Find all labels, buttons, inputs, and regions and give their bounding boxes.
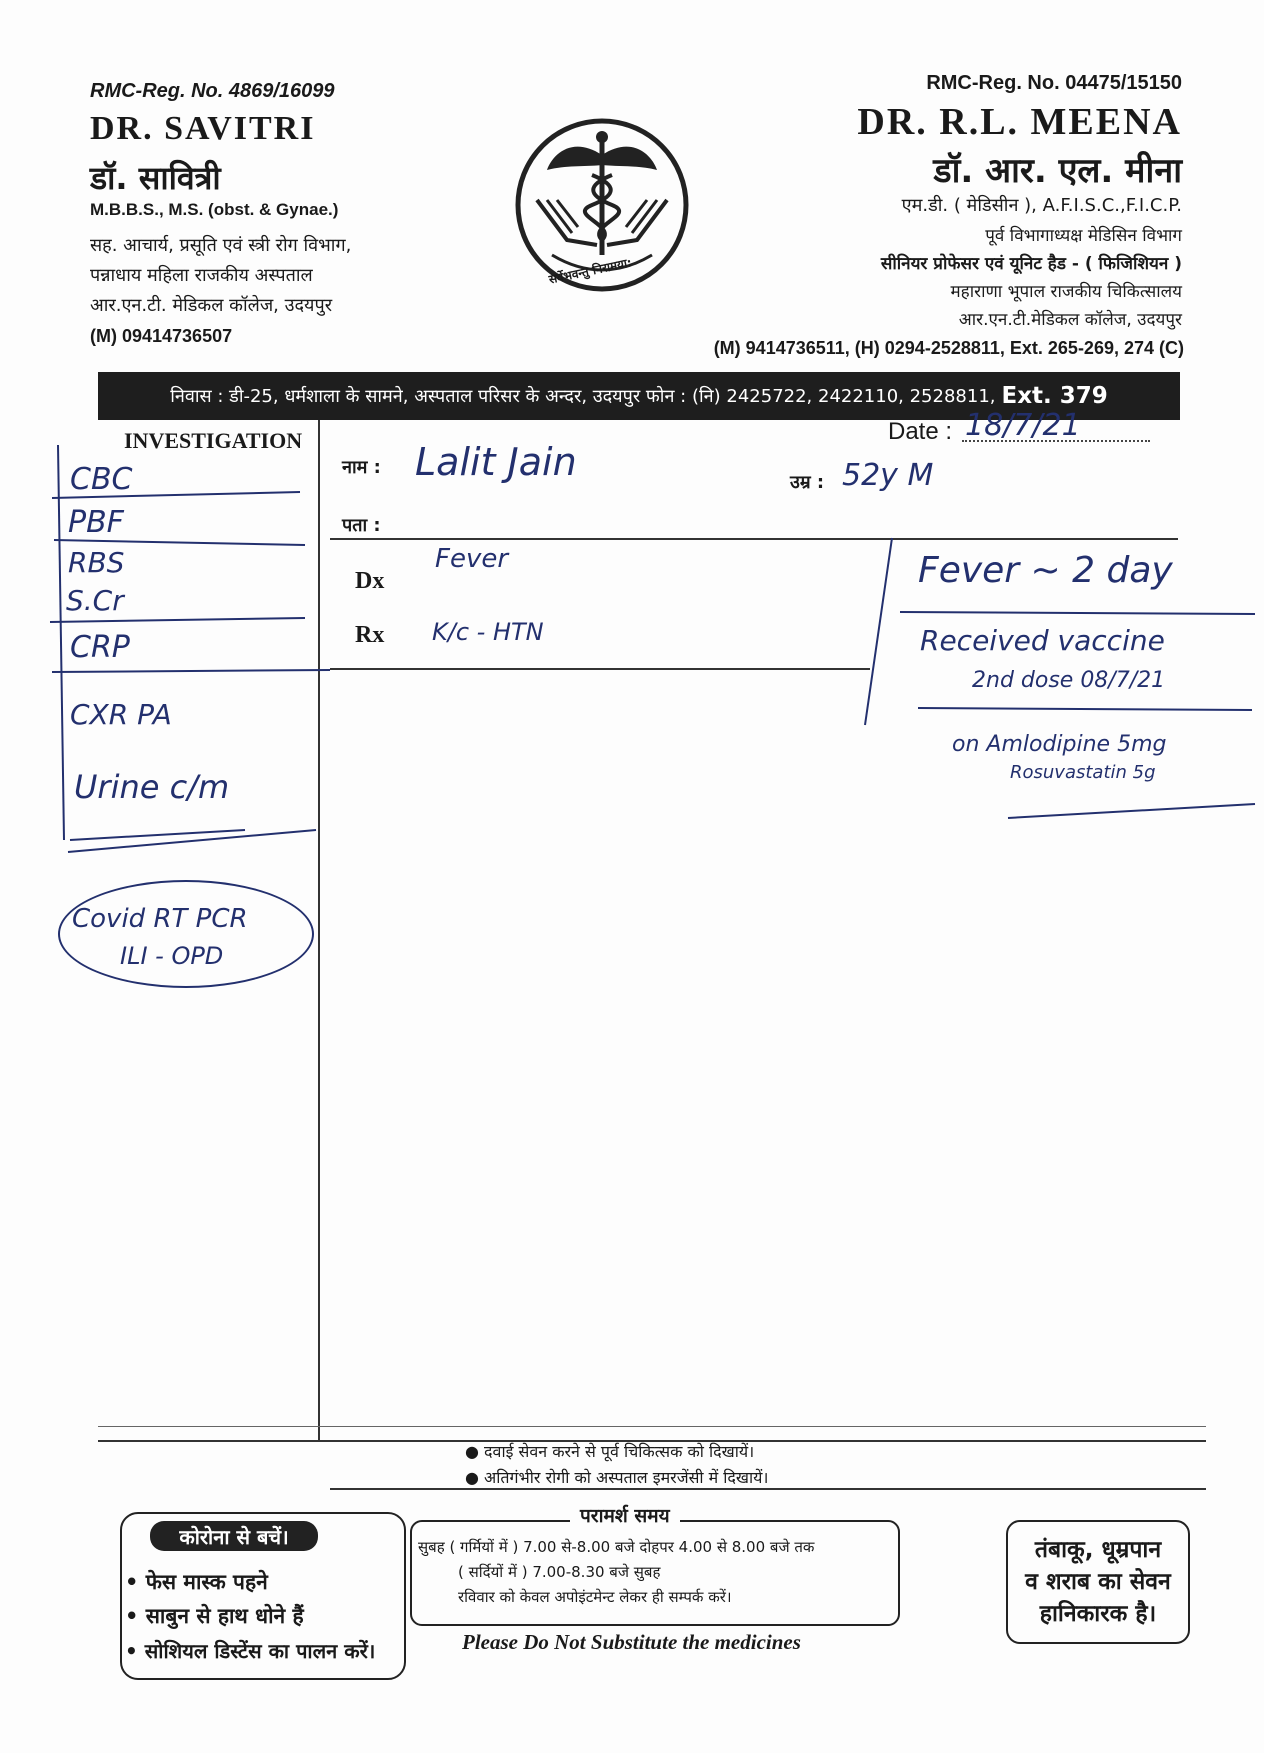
investigation-item: CBC <box>70 462 133 497</box>
right-doctor-reg: RMC-Reg. No. 04475/15150 <box>926 72 1182 94</box>
handwritten-patient-name: Lalit Jain <box>415 440 577 484</box>
right-doctor-degree: एम.डी. ( मेडिसीन ), A.F.I.S.C.,F.I.C.P. <box>901 195 1182 216</box>
left-doctor-college: आर.एन.टी. मेडिकल कॉलेज, उदयपुर <box>90 295 333 316</box>
investigation-rule <box>52 492 300 498</box>
right-doctor-name: DR. R.L. MEENA <box>857 101 1182 143</box>
right-doctor-hospital: महाराणा भूपाल राजकीय चिकित्सालय <box>950 282 1182 302</box>
right-doctor-contact: (M) 9414736511, (H) 0294-2528811, Ext. 265-269, 274 (C) <box>713 338 1184 358</box>
right-doctor-position: पूर्व विभागाध्यक्ष मेडिसिन विभाग <box>985 226 1182 246</box>
footer-note-2: ● अतिगंभीर रोगी को अस्पताल इमरजेंसी में दिखायें। <box>465 1468 769 1487</box>
tobacco-warning-line: तंबाकू, धूम्रपान <box>1034 1537 1162 1563</box>
covid-opd: ILI - OPD <box>120 942 224 970</box>
investigation-item: RBS <box>68 546 125 579</box>
footer-note-1: ● दवाई सेवन करने से पूर्व चिकित्सक को दिखायें। <box>465 1442 755 1461</box>
age-label: उम्र : <box>790 472 825 493</box>
investigation-item: S.Cr <box>66 584 124 617</box>
no-substitute-note: Please Do Not Substitute the medicines <box>462 1630 801 1654</box>
note-rule <box>1008 804 1255 818</box>
handwritten-date: 18/7/21 <box>965 408 1081 443</box>
consultation-summer-timing: सुबह ( गर्मियों में ) 7.00 से-8.00 बजे दोहपर 4.00 से 8.00 बजे तक <box>418 1538 815 1556</box>
corona-tip: • फेस मास्क पहने <box>125 1570 268 1594</box>
logo-motto: सर्वेभवन्तु निरामया: <box>547 255 634 287</box>
tobacco-warning-line: व शराब का सेवन <box>1025 1569 1171 1595</box>
extension-number: Ext. 379 <box>1001 383 1108 409</box>
investigation-item: CXR PA <box>70 698 172 731</box>
investigation-item: Urine c/m <box>74 768 230 806</box>
note-medication: on Amlodipine 5mg <box>952 732 1167 757</box>
dx-label: Dx <box>355 568 385 594</box>
corona-tip: • साबुन से हाथ धोने हैं <box>125 1604 304 1628</box>
note-fever: Fever ~ 2 day <box>918 550 1173 591</box>
left-doctor-reg: RMC-Reg. No. 4869/16099 <box>90 80 335 102</box>
tobacco-warning-line: हानिकारक है। <box>1039 1601 1157 1627</box>
left-doctor-hospital: पन्नाधाय महिला राजकीय अस्पताल <box>90 265 313 286</box>
rx-label: Rx <box>355 622 385 648</box>
investigation-left-stroke <box>58 445 64 840</box>
investigation-rule <box>52 670 330 672</box>
corona-tip: • सोशियल डिस्टेंस का पालन करें। <box>125 1639 376 1663</box>
investigation-rule <box>54 540 305 545</box>
note-rule <box>900 612 1255 614</box>
covid-test: Covid RT PCR <box>72 904 248 934</box>
left-doctor-name-hindi: डॉ. सावित्री <box>90 159 221 197</box>
note-vaccine: Received vaccine <box>920 624 1165 657</box>
residence-address: निवास : डी-25, धर्मशाला के सामने, अस्पताल परिसर के अन्दर, उदयपुर फोन : (नि) 2425722, 2422110, 2528811, <box>170 386 996 407</box>
address-label: पता : <box>342 515 381 536</box>
consultation-winter-timing: ( सर्दियों में ) 7.00-8.30 बजे सुबह <box>458 1563 661 1581</box>
investigation-item: PBF <box>68 505 124 540</box>
investigation-rule <box>50 618 305 622</box>
note-medication-2: Rosuvastatin 5g <box>1010 762 1156 783</box>
left-doctor-mobile: (M) 09414736507 <box>90 326 233 346</box>
right-doctor-name-hindi: डॉ. आर. एल. मीना <box>933 151 1182 191</box>
note-divider <box>865 538 892 725</box>
investigation-item: CRP <box>70 630 130 665</box>
patient-name-label: नाम : <box>342 457 381 478</box>
right-doctor-college: आर.एन.टी.मेडिकल कॉलेज, उदयपुर <box>958 310 1182 330</box>
left-doctor-name: DR. SAVITRI <box>90 110 316 147</box>
investigation-title: INVESTIGATION <box>124 428 303 453</box>
left-doctor-position: सह. आचार्य, प्रसूति एवं स्त्री रोग विभाग, <box>90 235 352 256</box>
sunday-appointment-note: रविवार को केवल अपोइंटमेन्ट लेकर ही सम्पर्क करें। <box>458 1588 732 1606</box>
date-label: Date : <box>888 418 953 445</box>
handwritten-age: 52y M <box>842 458 934 493</box>
right-doctor-title: सीनियर प्रोफेसर एवं यूनिट हैड - ( फिजिशियन ) <box>880 254 1182 274</box>
tobacco-warning-box <box>1006 1520 1190 1644</box>
handwritten-rx: K/c - HTN <box>432 618 544 646</box>
note-rule <box>918 708 1252 710</box>
left-doctor-degree: M.B.B.S., M.S. (obst. & Gynae.) <box>90 200 339 219</box>
note-vaccine-dose: 2nd dose 08/7/21 <box>972 668 1166 693</box>
consultation-time-title: परामर्श समय <box>570 1502 680 1528</box>
corona-title: कोरोना से बचें। <box>150 1521 318 1551</box>
handwritten-dx: Fever <box>435 544 509 574</box>
